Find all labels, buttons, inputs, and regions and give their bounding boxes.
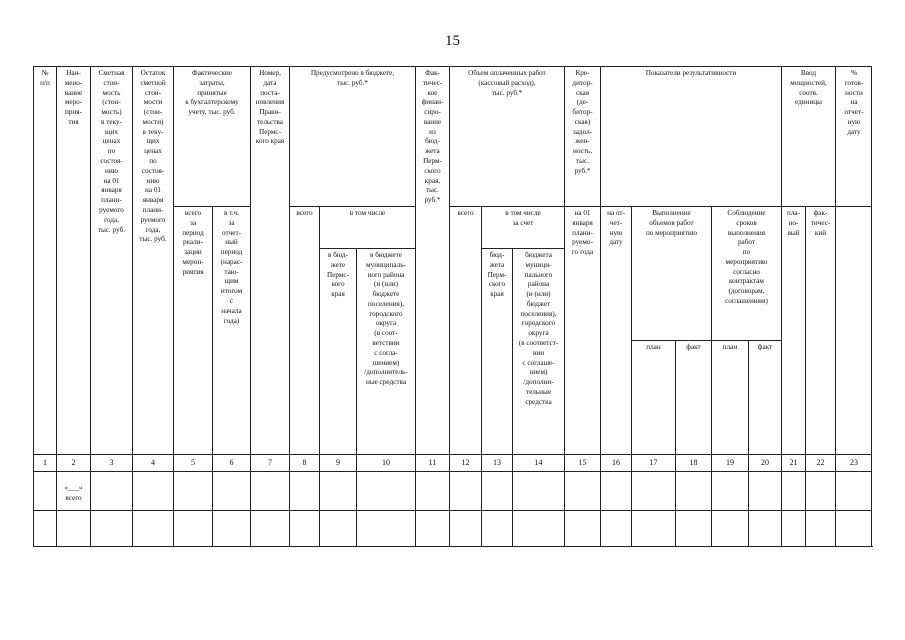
header-creditor-report-date: на от- чет- ную дату	[600, 206, 631, 454]
header-performance: Показатели результативности	[600, 66, 781, 206]
header-remaining-cost: Остаток сметной стои- мости (стои- мости) в теку- щих ценах по состоя- нию на 01 января плани- руемого года, тыс. руб.	[132, 66, 173, 454]
header-creditor-january: на 01 января плани- руемо- го года	[564, 206, 600, 454]
column-number: 8	[289, 454, 319, 471]
column-number: 11	[415, 454, 449, 471]
table-bottom-border	[33, 66, 873, 547]
column-number: 18	[675, 454, 711, 471]
page-number: 15	[445, 33, 460, 49]
column-number: 9	[319, 454, 356, 471]
column-number: 6	[212, 454, 250, 471]
header-readiness: % готов- ности на отчет- ную дату	[835, 66, 872, 206]
header-paid-works: Объем оплаченных работ (кассовый расход), тыс. руб.*	[449, 66, 564, 206]
column-number: 15	[564, 454, 600, 471]
column-number: 1	[33, 454, 56, 471]
column-number: 4	[132, 454, 173, 471]
header-creditor-debt: Кре- дитор- ская (де- битор- ская) задол- жен- ность, тыс. руб.*	[564, 66, 600, 206]
column-number: 22	[805, 454, 835, 471]
column-number: 13	[481, 454, 512, 471]
header-actual-financing: Фак- тичес- кое финан- сиро- вание из бюд- жета Перм- ского края, тыс. руб.*	[415, 66, 449, 454]
header-paid-perm-budget: бюд- жета Перм- ского края	[481, 248, 512, 454]
table-cell-total-label: «___» всего	[56, 471, 90, 510]
header-paid-municipal-budget: бюджета муници- пального района (и (или) бюджет поселения), городского округа (в соответст- вии с соглаше- нием) /дополни- тельные средства	[512, 248, 564, 454]
header-works-fact: факт	[675, 340, 711, 454]
header-actual-period: в т.ч. за отчет- ный период (нарас- таю- щим итогом с начала года)	[212, 206, 250, 454]
header-planned-perm-budget: в бюд- жете Пермс- кого края	[319, 248, 356, 454]
header-works-volume: Выполнение объемов работ по мероприятию	[631, 206, 711, 340]
column-number: 16	[600, 454, 631, 471]
column-number: 3	[90, 454, 132, 471]
header-deadlines: Соблюдение сроков выполнения работ по мероприятию согласно контрактам (договорам, соглашениям)	[711, 206, 781, 340]
header-planned-including: в том числе	[319, 206, 415, 248]
header-decree: Номер, дата поста- новления Прави- тельства Пермс- кого края	[250, 66, 289, 454]
header-actual-costs: Фактические затраты, принятые к бухгалтерскому учету, тыс. руб.	[173, 66, 250, 206]
column-number: 10	[356, 454, 415, 471]
column-number: 19	[711, 454, 748, 471]
header-estimated-cost: Сметная стои- мость (стои- мость) в теку- щих ценах по состоя- нию на 01 января плани- руемого года, тыс. руб.	[90, 66, 132, 454]
header-deadlines-fact: факт	[748, 340, 781, 454]
column-number: 21	[781, 454, 805, 471]
header-budget-planned: Предусмотрено в бюджете, тыс. руб.*	[289, 66, 415, 206]
header-deadlines-plan: план	[711, 340, 748, 454]
column-number: 2	[56, 454, 90, 471]
header-event-name: Наи- мено- вание меро- прия- тия	[56, 66, 90, 454]
header-capacity: Ввод мощностей, соотв. единицы	[781, 66, 835, 206]
header-works-plan: план	[631, 340, 675, 454]
column-number: 17	[631, 454, 675, 471]
column-number: 12	[449, 454, 481, 471]
header-planned-municipal-budget: в бюджете муниципаль- ного района (и (или) бюджете поселения), городского округа (в соот- ветствии с согла- шением) /дополнитель- ные средства	[356, 248, 415, 454]
header-row-number: № п/п	[33, 66, 56, 454]
header-actual-total: всего за период реали- зации мероп- риятия	[173, 206, 212, 454]
header-paid-total: всего	[449, 206, 481, 454]
header-paid-including: в том числе за счет	[481, 206, 564, 248]
column-number: 7	[250, 454, 289, 471]
header-capacity-fact: фак- тичес- кий	[805, 206, 835, 454]
header-planned-total: всего	[289, 206, 319, 454]
column-number: 23	[835, 454, 872, 471]
column-number: 14	[512, 454, 564, 471]
column-number: 5	[173, 454, 212, 471]
column-number: 20	[748, 454, 781, 471]
header-capacity-plan: пла- но- вый	[781, 206, 805, 454]
